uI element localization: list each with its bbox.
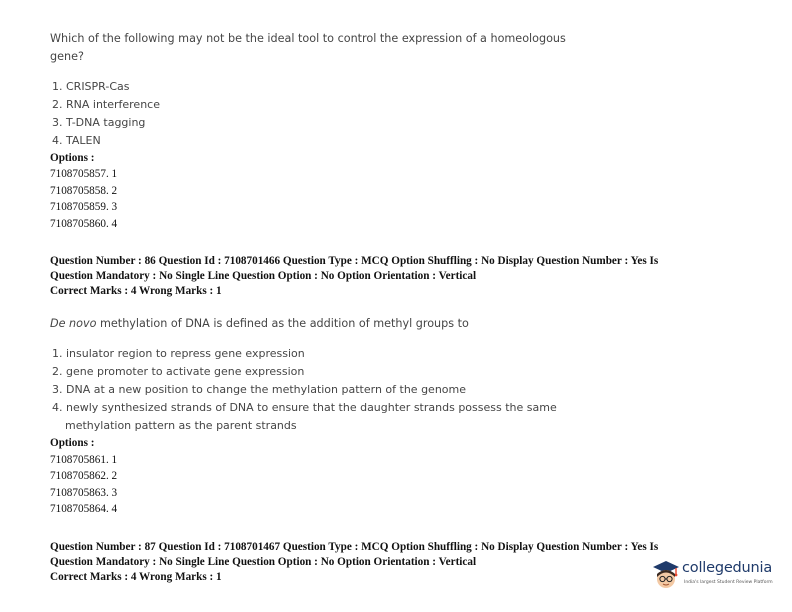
option-id: 7108705862. 2 <box>50 470 118 482</box>
question-text <box>50 30 566 66</box>
graduate-mascot-icon <box>650 558 682 592</box>
logo-tagline: India's largest Student Review Platform <box>684 580 773 585</box>
answer-choice-continuation: methylation pattern as the parent strands <box>65 419 297 432</box>
options-label: Options : <box>50 152 95 164</box>
question-text <box>50 315 469 333</box>
option-id: 7108705859. 3 <box>50 201 118 213</box>
question-meta-line: Question Mandatory : No Single Line Question Option : No Option Orientation : Vertical <box>50 556 477 568</box>
answer-choice: 2. RNA interference <box>52 98 160 111</box>
question-text-line: gene? <box>50 50 84 63</box>
answer-choice: 4. TALEN <box>52 134 101 147</box>
option-id: 7108705858. 2 <box>50 185 118 197</box>
option-id: 7108705861. 1 <box>50 454 118 466</box>
collegedunia-logo <box>650 558 785 594</box>
answer-choice: 1. insulator region to repress gene expression <box>52 347 305 360</box>
question-text-italic: De novo <box>50 317 97 330</box>
option-id: 7108705863. 3 <box>50 487 118 499</box>
answer-choice: 3. DNA at a new position to change the methylation pattern of the genome <box>52 383 467 396</box>
question-meta <box>50 540 740 585</box>
answer-choice: 1. CRISPR-Cas <box>52 80 130 93</box>
answer-choice: 4. newly synthesized strands of DNA to ensure that the daughter strands possess the same <box>52 401 557 414</box>
question-meta <box>50 254 740 299</box>
question-text-rest: methylation of DNA is defined as the addition of methyl groups to <box>96 317 469 330</box>
question-meta-line: Correct Marks : 4 Wrong Marks : 1 <box>50 285 222 297</box>
question-meta-line: Question Number : 86 Question Id : 7108701466 Question Type : MCQ Option Shuffling : No Display Question Number : Yes Is <box>50 255 659 267</box>
question-meta-line: Correct Marks : 4 Wrong Marks : 1 <box>50 571 222 583</box>
option-id: 7108705864. 4 <box>50 503 118 515</box>
option-id: 7108705857. 1 <box>50 168 118 180</box>
question-meta-line: Question Number : 87 Question Id : 7108701467 Question Type : MCQ Option Shuffling : No Display Question Number : Yes Is <box>50 541 659 553</box>
logo-wordmark: collegedunia <box>682 560 773 576</box>
question-text-line: Which of the following may not be the ideal tool to control the expression of a homeologous <box>50 32 566 45</box>
options-label: Options : <box>50 437 95 449</box>
answer-choice: 2. gene promoter to activate gene expression <box>52 365 305 378</box>
question-meta-line: Question Mandatory : No Single Line Question Option : No Option Orientation : Vertical <box>50 270 477 282</box>
option-id: 7108705860. 4 <box>50 218 118 230</box>
answer-choice: 3. T-DNA tagging <box>52 116 146 129</box>
